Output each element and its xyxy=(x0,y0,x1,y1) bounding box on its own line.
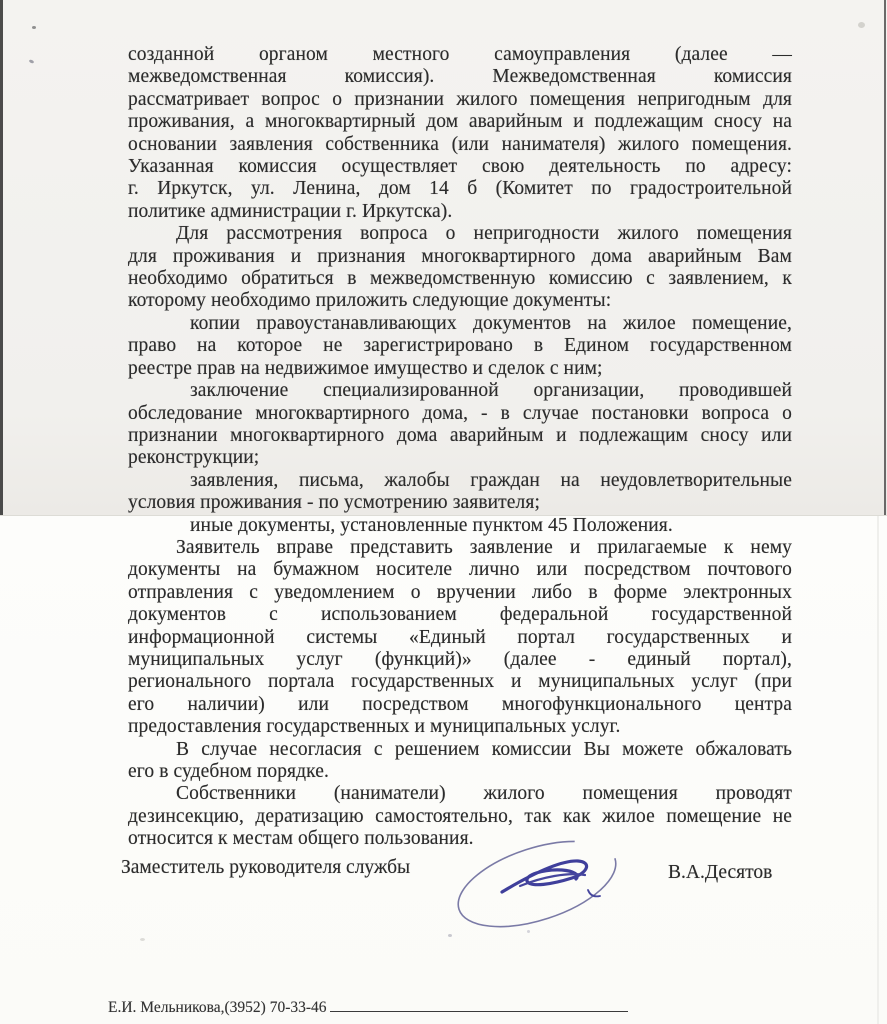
body-line: его наличии) или посредством многофункционального центра xyxy=(128,693,792,715)
body-line: муниципальных услуг (функций)» (далее - единый портал), xyxy=(128,648,792,670)
body-line: проживания, а многоквартирный дом аварийным и подлежащим сносу на xyxy=(128,111,792,133)
body-line: которому необходимо приложить следующие документы: xyxy=(128,290,612,312)
body-line: межведомственная комиссия). Межведомственная комиссия xyxy=(128,66,792,88)
body-line: обследование многоквартирного дома, - в случае постановки вопроса о xyxy=(128,402,792,424)
body-line: относится к местам общего пользования. xyxy=(128,828,474,850)
body-line: Для рассмотрения вопроса о непригодности жилого помещения xyxy=(176,223,792,245)
footer-rule-line xyxy=(330,1009,628,1012)
body-line: его в судебном порядке. xyxy=(128,761,329,782)
body-line: созданной органом местного самоуправления (далее — xyxy=(128,44,792,65)
body-line: условия проживания - по усмотрению заявителя; xyxy=(128,492,540,514)
body-line: реестре прав на недвижимое имущество и сделок с ним; xyxy=(128,357,603,379)
signer-title: Заместитель руководителя службы xyxy=(121,857,411,878)
signer-name: В.А.Десятов xyxy=(668,862,773,883)
body-line: Указанная комиссия осуществляет свою деятельность по адресу: xyxy=(128,156,792,178)
body-line: для проживания и признания многоквартирного дома аварийным Вам xyxy=(128,245,792,267)
body-line: документов с использованием федеральной государственной xyxy=(128,604,792,626)
scan-noise-speck xyxy=(858,22,865,28)
body-line: Заявитель вправе представить заявление и прилагаемые к нему xyxy=(176,536,792,558)
body-line: необходимо обратиться в межведомственную комиссию с заявлением, к xyxy=(128,268,792,290)
body-line: иные документы, установленные пунктом 45 Положения. xyxy=(190,514,673,536)
body-line: г. Иркутск, ул. Ленина, дом 14 б (Комитет по градостроительной xyxy=(128,178,792,200)
scan-edge-right-bottom xyxy=(877,516,879,1024)
scan-edge-left xyxy=(0,0,3,515)
body-line: заявления, письма, жалобы граждан на неудовлетворительные xyxy=(190,469,792,491)
body-line: признании многоквартирного дома аварийным и подлежащим сносу или xyxy=(128,424,792,446)
scan-noise-speck xyxy=(140,938,145,941)
body-line: предоставления государственных и муниципальных услуг. xyxy=(128,716,621,738)
scan-edge-right xyxy=(884,0,886,515)
body-line: регионального портала государственных и муниципальных услуг (при xyxy=(128,671,792,693)
body-line: основании заявления собственника (или нанимателя) жилого помещения. xyxy=(128,133,792,155)
body-line: реконструкции; xyxy=(128,447,260,469)
body-line: Собственники (наниматели) жилого помещения проводят xyxy=(176,783,792,805)
body-line: заключение специализированной организации, проводившей xyxy=(190,380,792,402)
body-line: дезинсекцию, дератизацию самостоятельно, так как жилое помещение не xyxy=(128,805,792,827)
body-line: документы на бумажном носителе лично или посредством почтового xyxy=(128,559,792,581)
body-line: право на которое не зарегистрировано в Едином государственном xyxy=(128,335,792,357)
handwritten-signature xyxy=(450,832,650,947)
body-line: рассматривает вопрос о признании жилого помещения непригодным для xyxy=(128,88,792,110)
footer-contact-text: Е.И. Мельникова,(3952) 70-33-46 xyxy=(108,999,327,1016)
body-line: отправления с уведомлением о вручении либо в форме электронных xyxy=(128,581,792,603)
letter-body xyxy=(128,44,792,851)
body-line: копии правоустанавливающих документов на жилое помещение, xyxy=(190,312,792,334)
scan-noise-speck xyxy=(32,26,36,29)
footer-contact xyxy=(108,999,628,1017)
body-line: информационной системы «Единый портал государственных и xyxy=(128,626,792,648)
body-line: В случае несогласия с решением комиссии Вы можете обжаловать xyxy=(176,738,792,760)
body-line: политике администрации г. Иркутска). xyxy=(128,200,453,222)
